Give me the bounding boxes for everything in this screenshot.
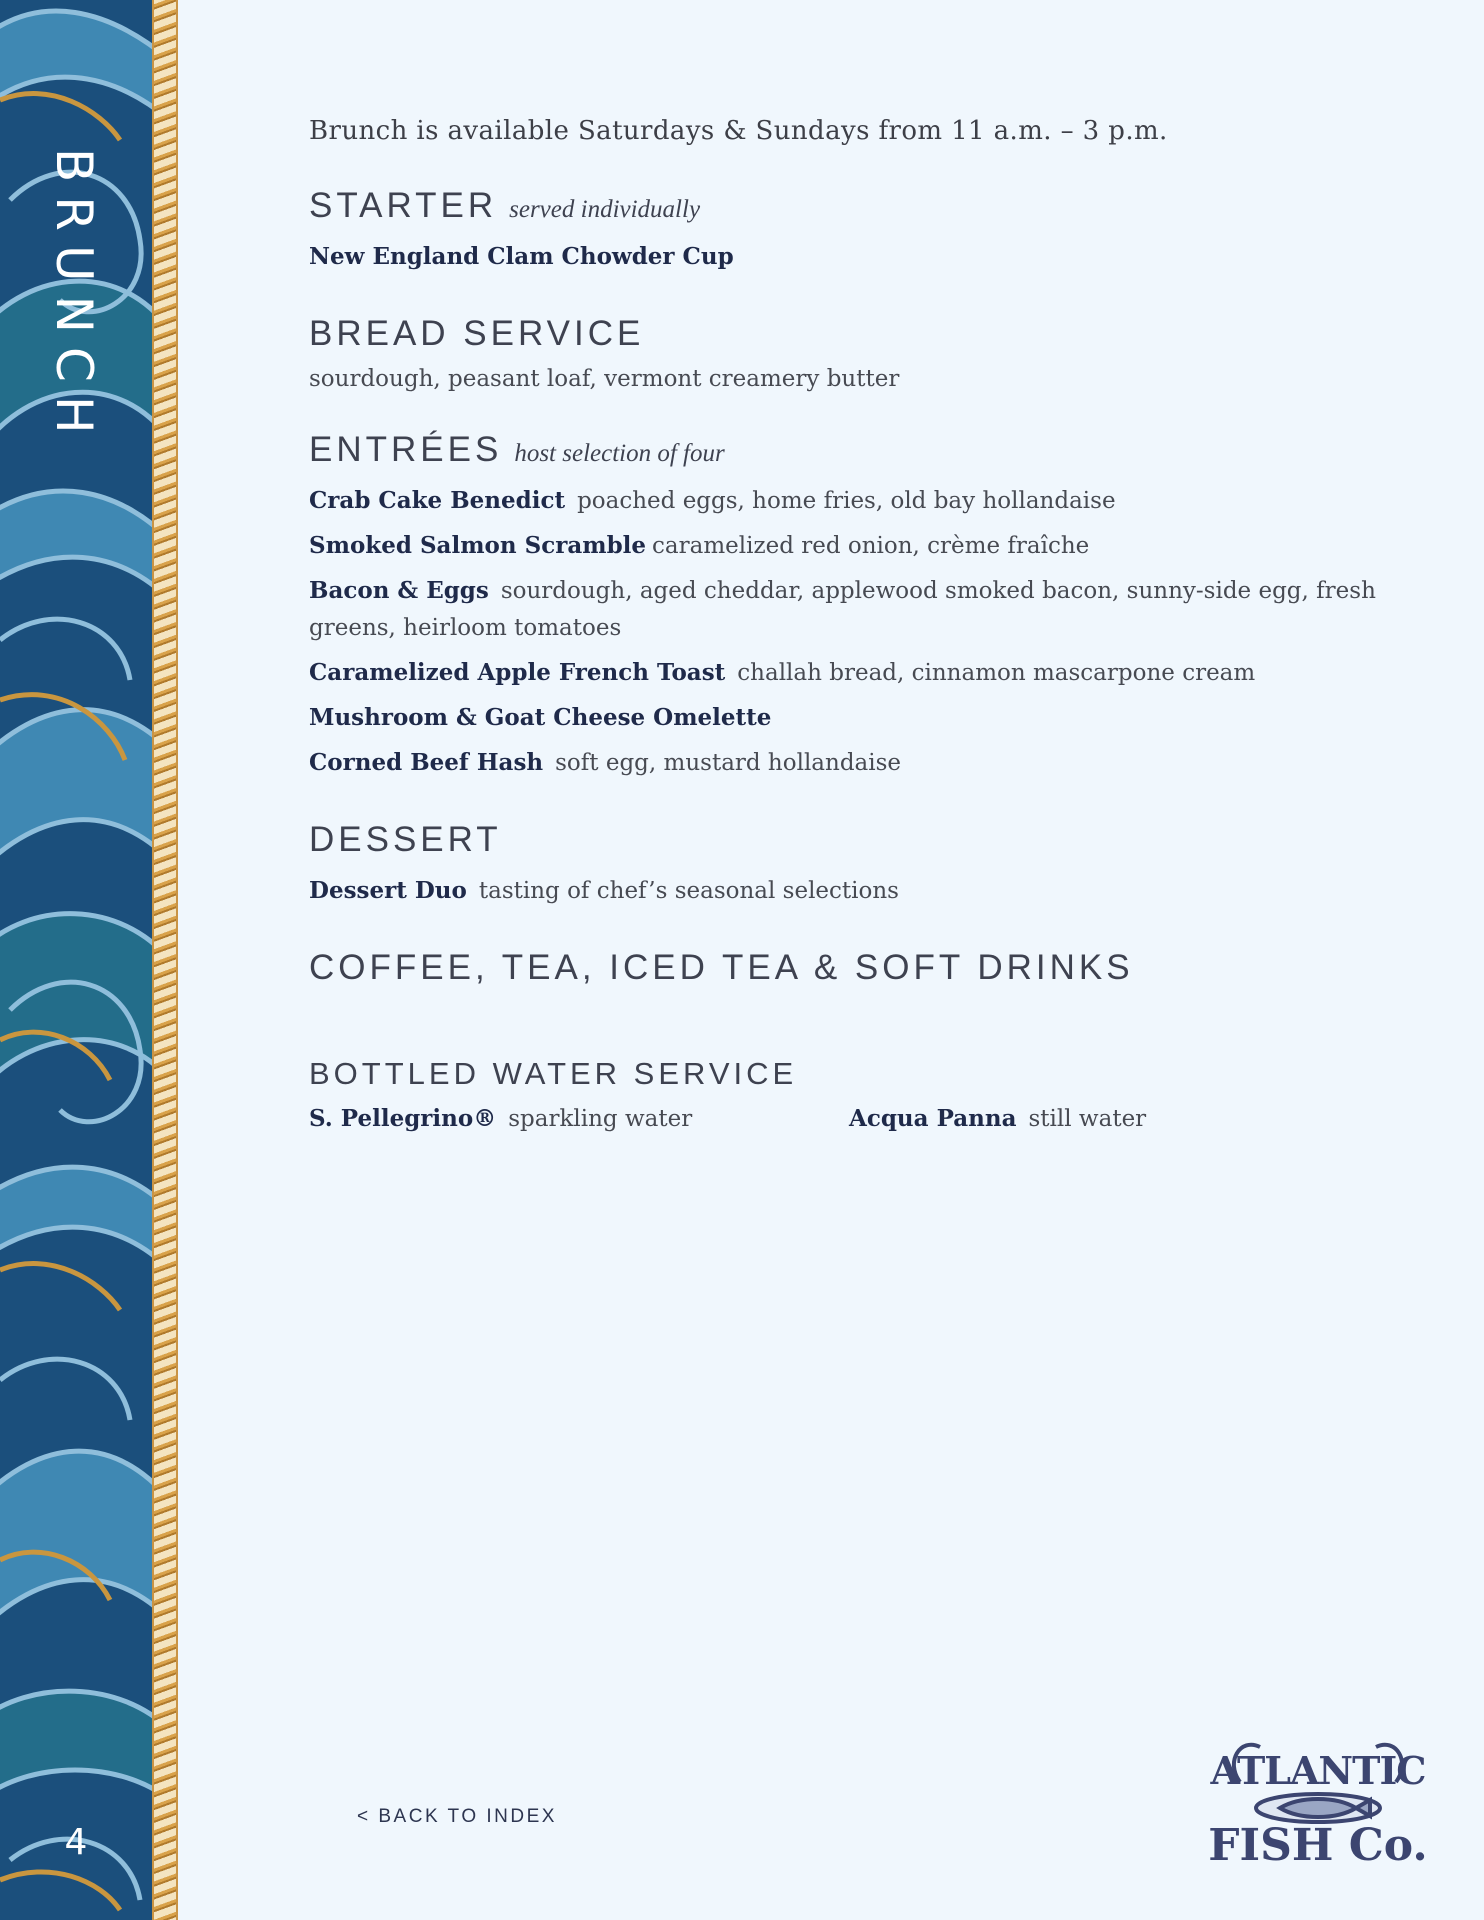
item-description: tasting of chef’s seasonal selections (478, 878, 899, 904)
section-heading: ENTRÉES (309, 430, 503, 469)
menu-item (849, 1100, 1389, 1138)
section-note: host selection of four (514, 440, 725, 467)
section-bread (309, 314, 1389, 392)
svg-text:ATLANTIC: ATLANTIC (1210, 1748, 1426, 1793)
page-number: 4 (64, 1822, 88, 1863)
section-note: served individually (509, 196, 701, 223)
menu-item (309, 482, 1389, 520)
section-heading: COFFEE, TEA, ICED TEA & SOFT DRINKS (309, 948, 1134, 987)
item-description: challah bread, cinnamon mascarpone cream (737, 660, 1256, 686)
item-name: S. Pellegrino® (309, 1105, 497, 1132)
menu-item (309, 744, 1389, 782)
atlantic-fish-co-logo (1208, 1722, 1428, 1872)
item-name: Mushroom & Goat Cheese Omelette (309, 704, 772, 731)
menu-item (309, 238, 1389, 276)
menu-item (309, 872, 1389, 910)
svg-text:FISH Co.: FISH Co. (1208, 1820, 1428, 1871)
item-name: Dessert Duo (309, 877, 467, 904)
item-description: caramelized red onion, crème fraîche (652, 533, 1090, 559)
item-description: sourdough, aged cheddar, applewood smoked bacon, sunny-side egg, fresh greens, heirloom tomatoes (309, 578, 1376, 641)
section-heading: STARTER (309, 186, 498, 225)
item-name: Caramelized Apple French Toast (309, 659, 726, 686)
item-name: Acqua Panna (849, 1105, 1017, 1132)
section-heading: BREAD SERVICE (309, 314, 645, 353)
rope-border (152, 0, 178, 1920)
section-title-vertical: BRUNCH (45, 148, 103, 448)
menu-item (309, 1100, 849, 1138)
menu-item (309, 699, 1389, 737)
section-heading: DESSERT (309, 820, 502, 859)
availability-note: Brunch is available Saturdays & Sundays from 11 a.m. – 3 p.m. (309, 116, 1168, 146)
side-band (0, 0, 152, 1920)
item-description: poached eggs, home fries, old bay hollandaise (577, 488, 1116, 514)
section-drinks (309, 948, 1389, 988)
item-description: still water (1028, 1106, 1147, 1132)
item-name: New England Clam Chowder Cup (309, 243, 734, 270)
item-name: Smoked Salmon Scramble (309, 532, 647, 559)
menu-item (309, 654, 1389, 692)
item-name: Crab Cake Benedict (309, 487, 566, 514)
item-description: sparkling water (508, 1106, 693, 1132)
item-name: Corned Beef Hash (309, 749, 544, 776)
back-to-index-link[interactable]: < BACK TO INDEX (357, 1806, 557, 1827)
menu-item (309, 527, 1389, 565)
menu-item (309, 572, 1389, 647)
item-description: sourdough, peasant loaf, vermont creamery butter (309, 366, 900, 392)
section-water (309, 1056, 1389, 1145)
menu-content (309, 116, 1389, 1183)
section-starter (309, 186, 1389, 276)
item-name: Bacon & Eggs (309, 577, 489, 604)
section-entrees (309, 430, 1389, 782)
section-dessert (309, 820, 1389, 910)
section-heading: BOTTLED WATER SERVICE (309, 1056, 798, 1091)
item-description: soft egg, mustard hollandaise (555, 750, 902, 776)
